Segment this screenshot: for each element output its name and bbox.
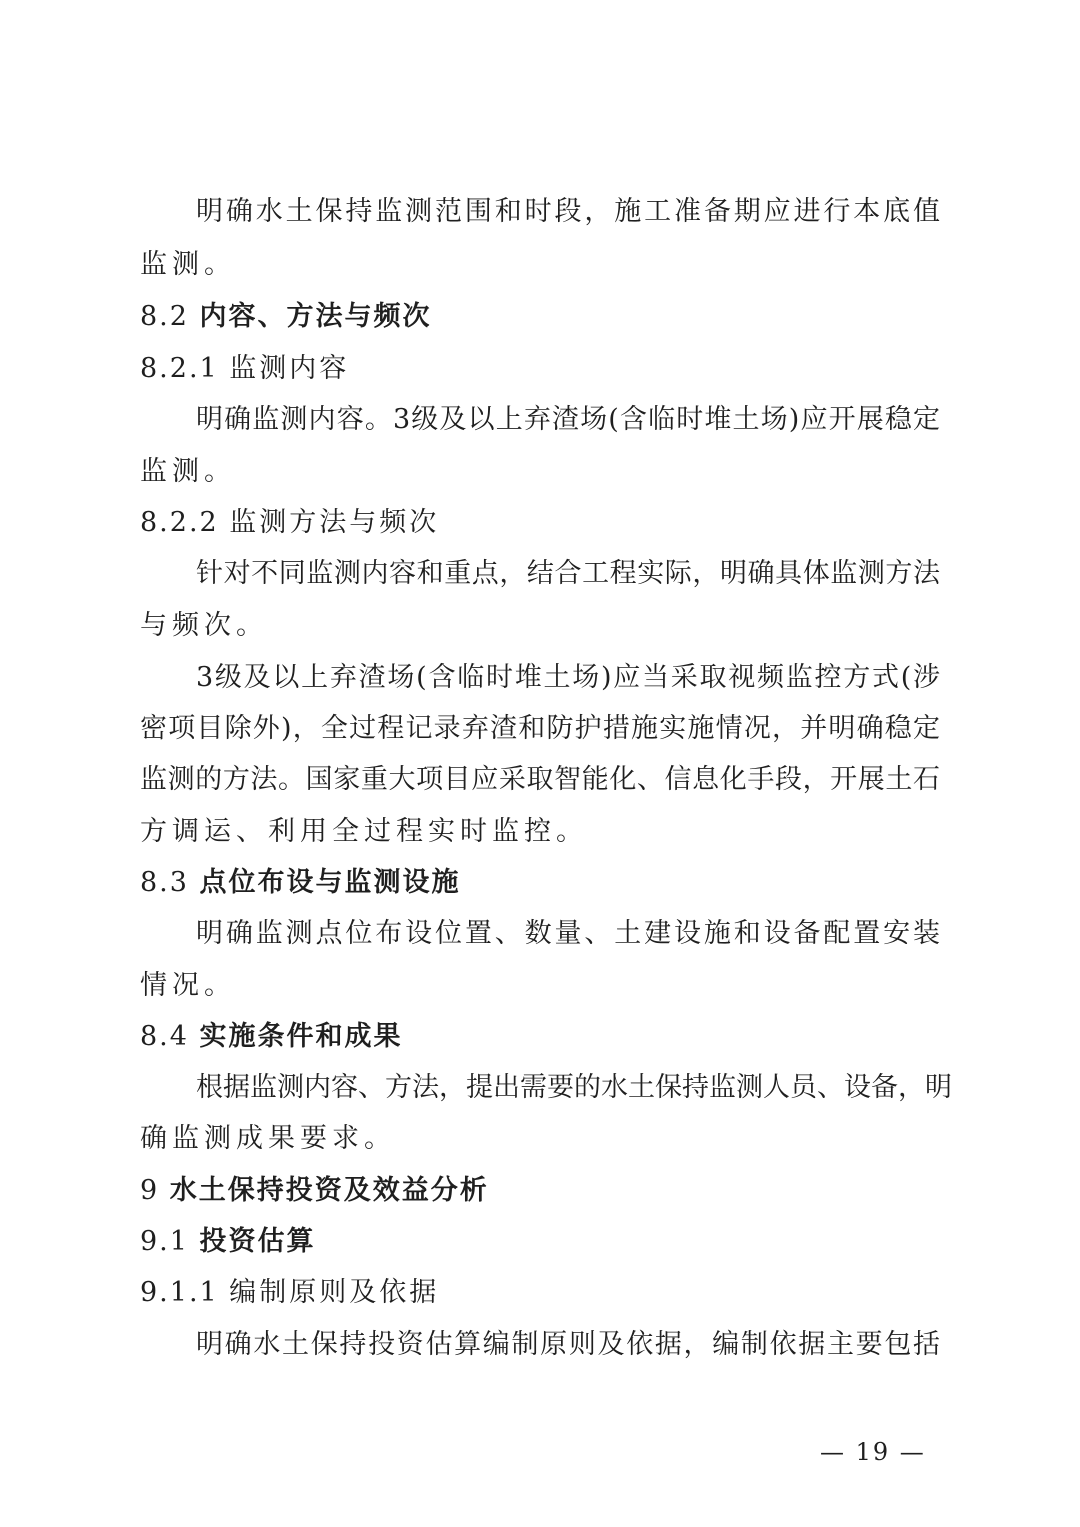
paragraph-line: 监测。 [140, 249, 236, 280]
paragraph-line: 明确水土保持监测范围和时段，施工准备期应进行本底值 [196, 196, 940, 227]
section-number: 9 [140, 1175, 160, 1206]
section-number: 9.1.1 [140, 1277, 219, 1308]
section-title: 投资估算 [199, 1226, 316, 1257]
section-heading-8-4 [140, 1020, 940, 1054]
section-number: 9.1 [140, 1226, 189, 1257]
paragraph-line: 确监测成果要求。 [140, 1123, 396, 1154]
section-heading-8-2 [140, 300, 940, 334]
paragraph-line: 明确水土保持投资估算编制原则及依据，编制依据主要包括 [196, 1329, 940, 1360]
section-number: 8.2.2 [140, 507, 219, 538]
section-title: 内容、方法与频次 [199, 301, 432, 332]
chapter-heading-9 [140, 1174, 940, 1208]
page-number: — 19 — [820, 1438, 926, 1466]
paragraph-line: 与频次。 [140, 610, 268, 641]
paragraph-line: 监测。 [140, 456, 236, 487]
section-title: 编制原则及依据 [229, 1277, 440, 1308]
paragraph-line: 根据监测内容、方法，提出需要的水土保持监测人员、设备，明 [196, 1072, 952, 1103]
section-number: 8.2 [140, 301, 189, 332]
section-number: 8.3 [140, 867, 189, 898]
subsection-heading-8-2-2 [140, 506, 940, 540]
paragraph-line: 监测的方法。国家重大项目应采取智能化、信息化手段，开展土石 [140, 764, 940, 795]
paragraph-line: 明确监测点位布设位置、数量、土建设施和设备配置安装 [196, 918, 940, 949]
section-heading-8-3 [140, 866, 940, 900]
paragraph-line: 密项目除外)，全过程记录弃渣和防护措施实施情况，并明确稳定 [140, 713, 940, 744]
section-title: 监测内容 [229, 353, 350, 384]
section-number: 8.2.1 [140, 353, 219, 384]
section-title: 监测方法与频次 [229, 507, 440, 538]
section-number: 8.4 [140, 1021, 189, 1052]
section-title: 实施条件和成果 [199, 1021, 403, 1052]
section-title: 点位布设与监测设施 [199, 867, 461, 898]
paragraph-line: 针对不同监测内容和重点，结合工程实际，明确具体监测方法 [196, 558, 940, 589]
paragraph-line: 3级及以上弃渣场(含临时堆土场)应当采取视频监控方式(涉 [196, 662, 940, 693]
section-title: 水土保持投资及效益分析 [169, 1175, 489, 1206]
paragraph-line: 情况。 [140, 970, 236, 1001]
paragraph-line: 方调运、利用全过程实时监控。 [140, 816, 588, 847]
paragraph-line: 明确监测内容。3级及以上弃渣场(含临时堆土场)应开展稳定 [196, 404, 940, 435]
subsection-heading-9-1-1 [140, 1276, 940, 1310]
section-heading-9-1 [140, 1225, 940, 1259]
subsection-heading-8-2-1 [140, 352, 940, 386]
